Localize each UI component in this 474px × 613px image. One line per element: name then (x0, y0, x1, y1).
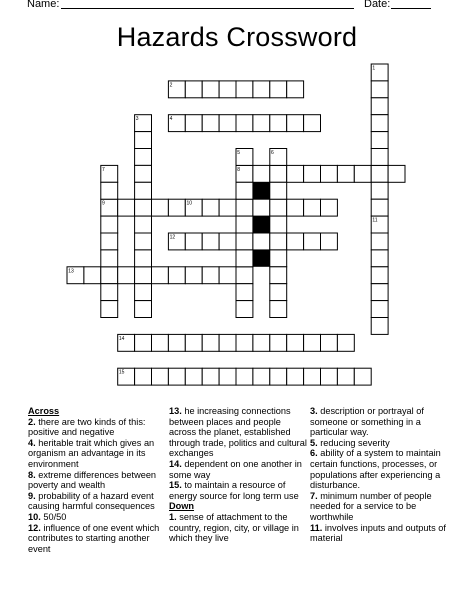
clue-text: probability of a hazard event causing harmful consequences (28, 490, 155, 512)
clue-text: to maintain a resource of energy source for long term use (169, 480, 299, 501)
grid-cell[interactable] (236, 216, 253, 233)
grid-cell[interactable] (371, 233, 388, 250)
grid-cell[interactable] (371, 250, 388, 267)
grid-cell[interactable] (304, 368, 321, 385)
across-heading: Across (28, 406, 60, 416)
clue-number: 9. (28, 490, 36, 501)
clue-text: involves inputs and outputs of material (310, 522, 446, 544)
grid-cell[interactable] (287, 81, 304, 98)
grid-cell[interactable] (371, 199, 388, 216)
grid-cell[interactable] (236, 284, 253, 301)
grid-cell[interactable] (236, 250, 253, 267)
clue-text: he increasing connections between places and people across the planet, established through trade, politics and cultural exchanges (169, 406, 307, 459)
grid-cell[interactable] (219, 368, 236, 385)
grid-cell[interactable] (354, 368, 371, 385)
clue-number-label: 9 (102, 200, 105, 207)
grid-cell[interactable] (371, 165, 388, 182)
grid-cell[interactable] (304, 334, 321, 351)
grid-cell[interactable] (135, 182, 152, 199)
grid-cell[interactable] (253, 81, 270, 98)
clue-text: minimum number of people needed for a service to be worthwhile (310, 490, 432, 522)
grid-cell[interactable] (337, 334, 354, 351)
clue-number: 8. (28, 469, 36, 480)
date-label: Date: (364, 0, 391, 10)
clue-across-2 (28, 417, 168, 438)
grid-cell[interactable] (185, 81, 202, 98)
grid-cell[interactable] (270, 284, 287, 301)
grid-cell[interactable] (135, 301, 152, 318)
clue-text: reducing severity (320, 437, 390, 448)
clue-down-1 (169, 512, 309, 544)
clue-text: influence of one event which contributes to starting another event (28, 522, 160, 554)
grid-block (253, 216, 270, 233)
clue-number-label: 15 (118, 369, 125, 376)
grid-cell[interactable] (168, 368, 185, 385)
clue-number: 2. (28, 416, 36, 427)
clue-number: 13. (169, 406, 182, 416)
grid-cell[interactable] (321, 199, 338, 216)
grid-cell[interactable] (219, 334, 236, 351)
grid-cell[interactable] (236, 199, 253, 216)
grid-cell[interactable] (287, 115, 304, 132)
grid-cell[interactable] (135, 165, 152, 182)
grid-cell[interactable] (287, 233, 304, 250)
clue-number-label: 13 (68, 268, 74, 275)
grid-cell[interactable] (202, 199, 219, 216)
grid-cell[interactable] (270, 250, 287, 267)
grid-cell[interactable] (253, 368, 270, 385)
clue-number-label: 3 (135, 116, 139, 123)
grid-cell[interactable] (135, 284, 152, 301)
grid-cell[interactable] (236, 267, 253, 284)
clue-text: there are two kinds of this: positive and negative (28, 416, 146, 438)
clue-number: 10. (28, 511, 41, 522)
grid-cell[interactable] (101, 284, 118, 301)
clue-number-label: 10 (186, 200, 193, 207)
clue-across-4 (28, 438, 168, 470)
grid-cell[interactable] (185, 334, 202, 351)
grid-cell[interactable] (287, 368, 304, 385)
clues-column-3 (310, 406, 450, 544)
clue-text: ability of a system to maintain certain functions, processes, or populations after experiencing a disturbance. (310, 448, 441, 491)
clue-number-label: 4 (169, 116, 173, 123)
grid-cell[interactable] (185, 233, 202, 250)
clue-across-10 (28, 512, 168, 523)
grid-cell[interactable] (168, 199, 185, 216)
grid-block (253, 250, 270, 267)
clue-across-15 (169, 480, 309, 501)
grid-cell[interactable] (202, 368, 219, 385)
grid-cell[interactable] (253, 233, 270, 250)
grid-cell[interactable] (135, 233, 152, 250)
clue-number-label: 6 (271, 150, 274, 156)
grid-cell[interactable] (219, 115, 236, 132)
grid-cell[interactable] (202, 115, 219, 132)
clue-number: 6. (310, 448, 318, 459)
grid-cell[interactable] (219, 199, 236, 216)
grid-cell[interactable] (236, 368, 253, 385)
name-label: Name: (27, 0, 60, 10)
clue-text: sense of attachment to the country, region, city, or village in which they live (169, 511, 299, 544)
grid-cell[interactable] (287, 165, 304, 182)
grid-cell[interactable] (270, 81, 287, 98)
grid-cell[interactable] (152, 199, 169, 216)
grid-cell[interactable] (270, 301, 287, 318)
grid-cell[interactable] (135, 368, 152, 385)
grid-cell[interactable] (202, 267, 219, 284)
grid-cell[interactable] (168, 334, 185, 351)
grid-cell[interactable] (371, 149, 388, 166)
grid-cell[interactable] (287, 334, 304, 351)
grid-cell[interactable] (270, 199, 287, 216)
clue-across-9 (28, 491, 168, 512)
grid-cell[interactable] (135, 334, 152, 351)
grid-cell[interactable] (321, 165, 338, 182)
clue-number: 1. (169, 511, 177, 522)
clue-across-13 (169, 406, 309, 459)
grid-cell[interactable] (101, 233, 118, 250)
grid-cell[interactable] (304, 115, 321, 132)
clue-number-label: 8 (237, 166, 240, 173)
clue-number: 4. (28, 437, 36, 448)
grid-cell[interactable] (101, 182, 118, 199)
clue-number-label: 1 (372, 65, 376, 72)
grid-cell[interactable] (185, 368, 202, 385)
clue-down-7 (310, 491, 450, 523)
grid-cell[interactable] (388, 165, 405, 182)
grid-cell[interactable] (135, 250, 152, 267)
clue-down-3 (310, 406, 450, 438)
grid-cell[interactable] (84, 267, 101, 284)
grid-cell[interactable] (219, 267, 236, 284)
grid-cell[interactable] (304, 233, 321, 250)
grid-cell[interactable] (371, 284, 388, 301)
clue-across-8 (28, 470, 168, 491)
clue-text: heritable trait which gives an organism an advantage in its environment (28, 437, 155, 469)
clue-number-label: 2 (169, 82, 173, 89)
grid-cell[interactable] (253, 165, 270, 182)
grid-cell[interactable] (168, 267, 185, 284)
grid-cell[interactable] (236, 334, 253, 351)
clue-number: 7. (310, 490, 318, 501)
grid-cell[interactable] (371, 81, 388, 98)
clue-text: extreme differences between poverty and wealth (28, 469, 157, 491)
grid-cell[interactable] (270, 233, 287, 250)
clue-number-label: 12 (169, 234, 176, 241)
grid-cell[interactable] (185, 115, 202, 132)
clue-text: 50/50 (43, 511, 67, 522)
grid-cell[interactable] (337, 165, 354, 182)
grid-cell[interactable] (371, 267, 388, 284)
grid-cell[interactable] (236, 115, 253, 132)
clue-down-6 (310, 448, 450, 490)
clue-number: 5. (310, 437, 318, 448)
grid-cell[interactable] (101, 216, 118, 233)
grid-cell[interactable] (118, 199, 135, 216)
grid-cell[interactable] (304, 199, 321, 216)
grid-cell[interactable] (270, 115, 287, 132)
grid-cell[interactable] (270, 182, 287, 199)
grid-cell[interactable] (152, 368, 169, 385)
grid-cell[interactable] (236, 301, 253, 318)
grid-cell[interactable] (202, 81, 219, 98)
grid-cell[interactable] (253, 334, 270, 351)
grid-cell[interactable] (135, 132, 152, 149)
clue-number-label: 7 (102, 166, 105, 173)
grid-cell[interactable] (371, 98, 388, 115)
grid-cell[interactable] (270, 334, 287, 351)
grid-cell[interactable] (270, 267, 287, 284)
clue-text: dependent on one another in some way (169, 458, 302, 480)
clue-number-label: 14 (118, 335, 125, 342)
grid-cell[interactable] (321, 233, 338, 250)
grid-cell[interactable] (202, 233, 219, 250)
clue-across-12 (28, 523, 168, 555)
page-title: Hazards Crossword (116, 22, 358, 52)
grid-cell[interactable] (304, 165, 321, 182)
grid-cell[interactable] (185, 267, 202, 284)
grid-cell[interactable] (152, 334, 169, 351)
clue-number-label: 11 (372, 217, 378, 224)
grid-cell[interactable] (321, 368, 338, 385)
grid-cell[interactable] (270, 165, 287, 182)
grid-cell[interactable] (371, 318, 388, 335)
clue-number-label: 5 (237, 150, 240, 156)
grid-cell[interactable] (219, 81, 236, 98)
grid-cell[interactable] (236, 233, 253, 250)
grid-cell[interactable] (101, 301, 118, 318)
grid-cell[interactable] (337, 368, 354, 385)
grid-cell[interactable] (371, 301, 388, 318)
grid-cell[interactable] (354, 165, 371, 182)
clues-column-2 (169, 406, 309, 544)
clue-number: 15. (169, 480, 182, 491)
grid-cell[interactable] (152, 267, 169, 284)
grid-cell[interactable] (287, 199, 304, 216)
clue-down-5 (310, 438, 450, 449)
grid-cell[interactable] (236, 182, 253, 199)
clues-column-1 (28, 406, 168, 554)
grid-cell[interactable] (219, 233, 236, 250)
grid-cell[interactable] (135, 199, 152, 216)
clue-number: 11. (310, 522, 323, 533)
grid-cell[interactable] (371, 132, 388, 149)
clue-number: 12. (28, 522, 41, 533)
grid-block (253, 182, 270, 199)
grid-cell[interactable] (101, 250, 118, 267)
clue-across-14 (169, 459, 309, 480)
grid-cell[interactable] (118, 267, 135, 284)
grid-cell[interactable] (202, 334, 219, 351)
clue-number: 3. (310, 406, 318, 416)
grid-cell[interactable] (135, 216, 152, 233)
grid-cell[interactable] (135, 267, 152, 284)
down-heading: Down (169, 501, 195, 512)
clue-text: description or portrayal of someone or something in a particular way. (310, 406, 424, 438)
clue-down-11 (310, 523, 450, 544)
clue-number: 14. (169, 458, 182, 469)
grid-cell[interactable] (270, 368, 287, 385)
grid-cell[interactable] (236, 81, 253, 98)
grid-cell[interactable] (135, 149, 152, 166)
grid-cell[interactable] (270, 216, 287, 233)
grid-cell[interactable] (101, 267, 118, 284)
grid-cell[interactable] (371, 182, 388, 199)
grid-cell[interactable] (371, 115, 388, 132)
grid-cell[interactable] (321, 334, 338, 351)
grid-cell[interactable] (253, 199, 270, 216)
grid-cell[interactable] (253, 115, 270, 132)
